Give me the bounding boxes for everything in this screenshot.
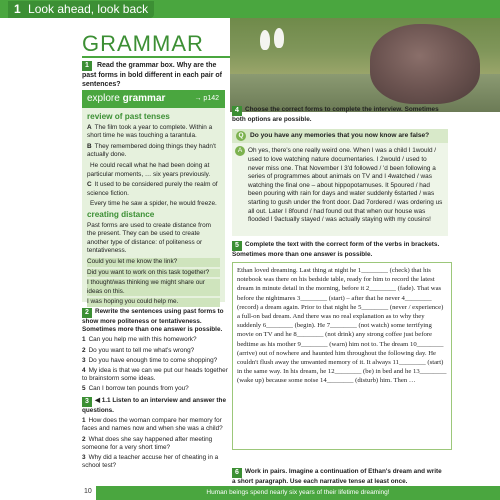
unit-title: Look ahead, look back [28,2,149,16]
fact-banner: Human beings spend nearly six years of their lifetime dreaming! [96,486,500,500]
exercise-1 [82,61,232,89]
rule-item: A The film took a year to complete. Within a short time he was touching a tarantula. [87,123,213,140]
egret-left [260,30,270,50]
example: I was hoping you could help me. [87,298,220,307]
hippo [370,24,480,104]
interview-box [232,129,448,236]
example: I thought/was thinking we might share our ideas on this. [87,279,220,296]
exercise-2: 2 Rewrite the sentences using past forms to show more politeness or tentativeness. Sometimes more than one answer is possible. 1 Can you help me with this homework? 2 Do you want to tell me what's wrong? 3 Do you have enough time to come shopping? 4 My idea is that we can we put our heads together to brainstorm some ideas. 5 Can I borrow ten pounds from you? [82,308,230,394]
page-number: 10 [84,488,92,495]
title-divider [82,56,230,58]
list-item: 1 Can you help me with this homework? [82,336,197,344]
rule-item: Every time he saw a spider, he would freeze. [90,200,217,208]
explore-grammar-box [82,90,225,306]
exercise-number: 1 [82,61,92,71]
interview-question: Q Do you have any memories that you now know are false? [232,129,448,143]
rule-item: C It used to be considered purely the realm of science fiction. [87,181,218,197]
list-item: 1 How does the woman compare her memory for faces and names now and when she was a child? [82,417,223,433]
list-item: 5 Can I borrow ten pounds from you? [82,385,189,393]
exercise-3: 3 ◀ 1.1 Listen to an interview and answer the questions. 1 How does the woman compare her memory for faces and names now and when she was a child? 2 What does she say happened after meeting someone for a very short time? 3 Why did a teacher accuse her of cheating in a school test? [82,397,230,470]
exercise-6: 6 Work in pairs. Imagine a continuation of Ethan's dream and write a short paragraph. Use each narrative tense at least once. [232,468,442,485]
story-text: Ethan loved dreaming. Last thing at night he 1________ (check) that his notebook was there on his bedside table, ready for him to record the latest dream in minute detail in the morning, before it 2________ (fade). That was before the nightmares 3________ (start) – after that he never 4________ (record) a dream again. Prior to that night he 5________ (never / experience) a full-on bad dream. And there was no real explanation as to why they suddenly 6________ (begin). He 7________ (not watch) some terrifying movie on TV and he 8________ (not drink) any strong coffee just before bedtime as his mother 9________ (warn) him not to. The dream 10________ (arrive) out of nowhere and haunted him throughout the following day. He couldn't flush away the unwanted memory of it. It always 11________ (start) in the same way. In his dream, he 12________ (be) in bed and he 13________ (wake up) because some noise 14________ (disturb) him. Then … [232,262,452,450]
example: Did you want to work on this task together? [87,269,220,278]
section-title: creating distance [87,209,155,219]
egret-right [274,28,284,48]
unit-number: 1 [14,2,21,16]
explore-label: explore [87,93,120,104]
distance-text: Past forms are used to create distance from the present. They can be used to create another type of distance: of politeness or tentativeness. [87,221,211,255]
exercise-4: 4 Choose the correct forms to complete the interview. Sometimes both options are possible. [232,106,439,123]
exercise-5: 5 Complete the text with the correct form of the verbs in brackets. Sometimes more than one answer is possible. [232,241,440,258]
hippo-photo [230,18,500,112]
audio-icon: ◀ [95,397,102,404]
grammar-title: GRAMMAR [82,31,204,56]
list-item: 4 My idea is that we can we put our heads together to brainstorm some ideas. [82,367,228,383]
grammar-label: grammar [122,93,166,104]
example: Could you let me know the link? [87,258,220,267]
rule-item: B They remembered doing things they hadn't actually done. [87,142,216,159]
page-reference[interactable]: → p142 [194,95,219,102]
unit-header [8,1,154,18]
list-item: 2 Do you want to tell me what's wrong? [82,346,195,354]
section-title: review of past tenses [87,112,170,121]
list-item: 3 Do you have enough time to come shopping? [82,356,218,364]
list-item: 3 Why did a teacher accuse her of cheating in a school test? [82,454,219,470]
explore-grammar-header [82,90,225,108]
rule-item: He could recall what he had been doing at particular moments, … six years previously. [87,161,211,178]
list-item: 2 What does she say happened after meeting someone for a very short time? [82,435,213,451]
exercise-1-text: Read the grammar box. Why are the past forms in bold different in each pair of sentences? [82,62,223,88]
interview-answer: A Oh yes, there's one really weird one. When I was a child I 1would / used to love watching nature documentaries. I 2would / used to never miss one. That November I 3'd followed / 'd been following a series of programmes about animals on TV and I 4watched / was watching the final one – about hippopotamuses. It 5poured / had been pouring with rain for days and water suddenly 6started / was starting to gush under the front door. Dad 7ordered / was ordering us all out. Later I 8found / had found out that when our house was flooded I 9actually stayed / was actually staying with my cousins! [232,143,448,228]
